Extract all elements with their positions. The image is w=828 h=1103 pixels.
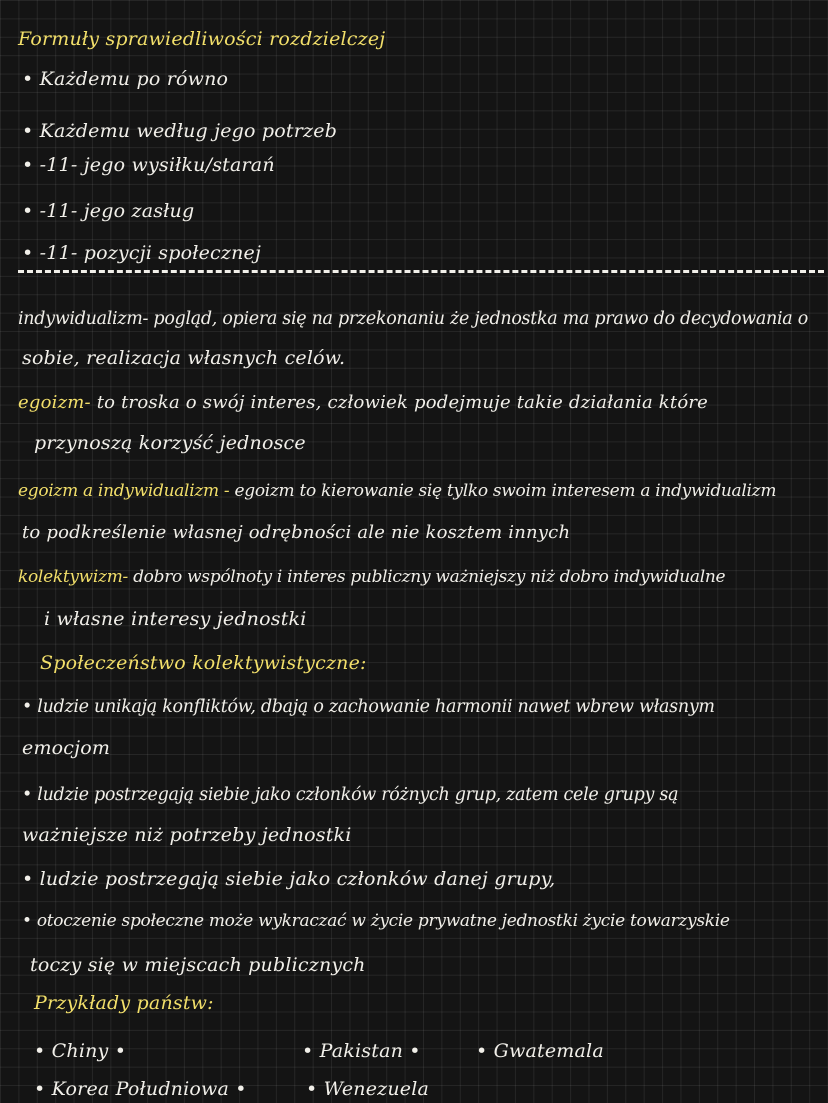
list-item: • -11- pozycji społecznej	[22, 242, 262, 264]
example-item: • Chiny •	[34, 1038, 126, 1064]
dashed-divider	[18, 270, 824, 273]
list-item: • Każdemu po równo	[22, 68, 229, 90]
list-item: • ludzie postrzegają siebie jako członków różnych grup, zatem cele grupy są	[22, 785, 679, 805]
list-item: • ludzie unikają konfliktów, dbają o zachowanie harmonii nawet wbrew własnym	[22, 697, 715, 717]
compare-text: egoizm to kierowanie się tylko swoim interesem a indywidualizm	[234, 481, 777, 501]
list-item-continuation: ważniejsze niż potrzeby jednostki	[22, 824, 352, 846]
example-item: • Wenezuela	[306, 1078, 430, 1100]
egoism-vs-individualism	[18, 478, 776, 504]
egoism-term: egoizm-	[18, 392, 91, 413]
individualism-definition: indywidualizm- pogląd, opiera się na przekonaniu że jednostka ma prawo do decydowania o	[18, 309, 808, 329]
egoism-definition	[18, 390, 708, 416]
example-item: • Pakistan •	[302, 1038, 421, 1064]
list-item: • -11- jego wysiłku/starań	[22, 154, 275, 176]
individualism-continuation: sobie, realizacja własnych celów.	[22, 347, 346, 369]
egoism-text: to troska o swój interes, człowiek podejmuje takie działania które	[96, 392, 709, 413]
list-item-continuation: toczy się w miejscach publicznych	[30, 954, 366, 976]
section-title: Formuły sprawiedliwości rozdzielczej	[18, 28, 386, 50]
example-item: • Gwatemala	[476, 1040, 604, 1062]
list-item: • Każdemu według jego potrzeb	[22, 120, 338, 142]
collectivist-heading: Społeczeństwo kolektywistyczne:	[40, 652, 367, 674]
collectivism-continuation: i własne interesy jednostki	[44, 608, 307, 630]
compare-continuation: to podkreślenie własnej odrębności ale nie kosztem innych	[22, 522, 571, 543]
examples-heading: Przykłady państw:	[34, 992, 214, 1014]
list-item: • -11- jego zasług	[22, 200, 195, 222]
list-item-continuation: emocjom	[22, 737, 111, 759]
collectivism-term: kolektywizm-	[18, 567, 128, 587]
egoism-continuation: przynoszą korzyść jednosce	[34, 432, 306, 454]
collectivism-definition	[18, 564, 725, 590]
list-item: • ludzie postrzegają siebie jako członków danej grupy,	[22, 868, 556, 890]
compare-term: egoizm a indywidualizm -	[18, 481, 230, 501]
example-item: • Korea Południowa •	[34, 1076, 247, 1102]
list-item: • otoczenie społeczne może wykraczać w życie prywatne jednostki życie towarzyskie	[22, 911, 730, 931]
collectivism-text: dobro wspólnoty i interes publiczny ważniejszy niż dobro indywidualne	[133, 567, 726, 587]
